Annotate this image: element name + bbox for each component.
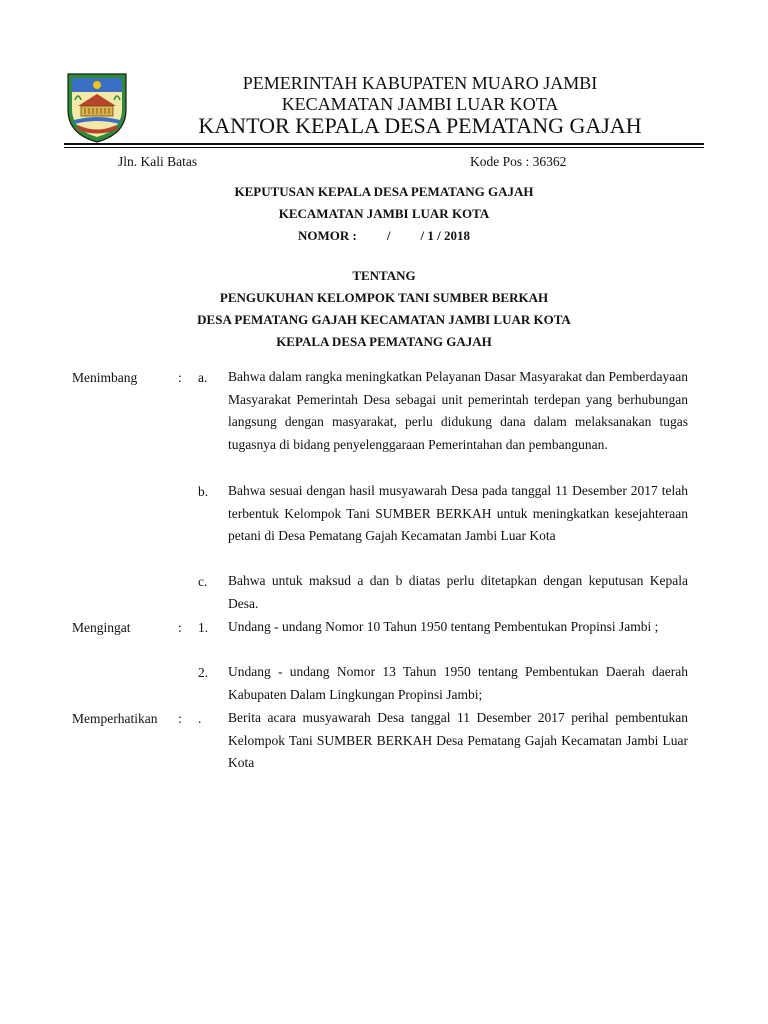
header-divider-thick — [64, 143, 704, 145]
subject-line-2: DESA PEMATANG GAJAH KECAMATAN JAMBI LUAR KOTA — [197, 312, 571, 327]
clause-number: 1. — [198, 620, 209, 635]
clause-number: c. — [198, 574, 208, 589]
office-header: KANTOR KEPALA DESA PEMATANG GAJAH — [198, 113, 642, 138]
tentang-heading: TENTANG — [352, 268, 416, 283]
memperhatikan-label: Memperhatikan — [72, 711, 158, 726]
government-header: PEMERINTAH KABUPATEN MUARO JAMBI — [242, 73, 598, 93]
mengingat-clause-2: Undang - undang Nomor 13 Tahun 1950 tentang Pembentukan Daerah daerah Kabupaten Dalam Lingkungan Propinsi Jambi; — [228, 664, 688, 702]
postal-code: Kode Pos : 36362 — [470, 154, 567, 169]
decree-district: KECAMATAN JAMBI LUAR KOTA — [278, 206, 490, 221]
memperhatikan-colon: : — [178, 711, 182, 726]
clause-number: . — [198, 711, 202, 726]
subject-line-1: PENGUKUHAN KELOMPOK TANI SUMBER BERKAH — [219, 290, 549, 305]
regency-emblem-icon — [64, 70, 130, 144]
menimbang-label: Menimbang — [72, 370, 138, 385]
mengingat-colon: : — [178, 620, 182, 635]
decree-number — [84, 228, 684, 244]
menimbang-clause-a: Bahwa dalam rangka meningkatkan Pelayanan Dasar Masyarakat dan Pemberdayaan Masyarakat Pemerintah Desa sebagai unit pemerintah terdepan yang berhubungan langsung dengan masyarakat, perlu didukung dana dalam melaksanakan tugas tugasnya di bidang penyelenggaraan Pemerintahan dan pembangunan. — [228, 369, 688, 453]
decree-title: KEPUTUSAN KEPALA DESA PEMATANG GAJAH — [234, 184, 534, 199]
nomor-separator: / — [386, 228, 391, 243]
address: Jln. Kali Batas — [118, 154, 198, 169]
menimbang-clause-c: Bahwa untuk maksud a dan b diatas perlu ditetapkan dengan keputusan Kepala Desa. — [228, 573, 688, 611]
clause-number: a. — [198, 370, 208, 385]
subject-line-3: KEPALA DESA PEMATANG GAJAH — [276, 334, 492, 349]
memperhatikan-clause: Berita acara musyawarah Desa tanggal 11 Desember 2017 perihal pembentukan Kelompok Tani SUMBER BERKAH Desa Pematang Gajah Kecamatan Jambi Luar Kota — [228, 710, 688, 771]
header-divider-thin — [64, 147, 704, 148]
mengingat-label: Mengingat — [72, 620, 131, 635]
clause-number: 2. — [198, 665, 209, 680]
menimbang-colon: : — [178, 370, 182, 385]
clause-number: b. — [198, 484, 209, 499]
nomor-label: NOMOR : — [298, 228, 357, 243]
mengingat-clause-1: Undang - undang Nomor 10 Tahun 1950 tentang Pembentukan Propinsi Jambi ; — [228, 619, 659, 634]
district-header: KECAMATAN JAMBI LUAR KOTA — [281, 94, 559, 114]
menimbang-clause-b: Bahwa sesuai dengan hasil musyawarah Desa pada tanggal 11 Desember 2017 telah terbentuk Kelompok Tani SUMBER BERKAH untuk meningkatkan kesejahteraan petani di Desa Pematang Gajah Kecamatan Jambi Luar Kota — [228, 483, 688, 544]
nomor-value: / 1 / 2018 — [420, 228, 470, 243]
